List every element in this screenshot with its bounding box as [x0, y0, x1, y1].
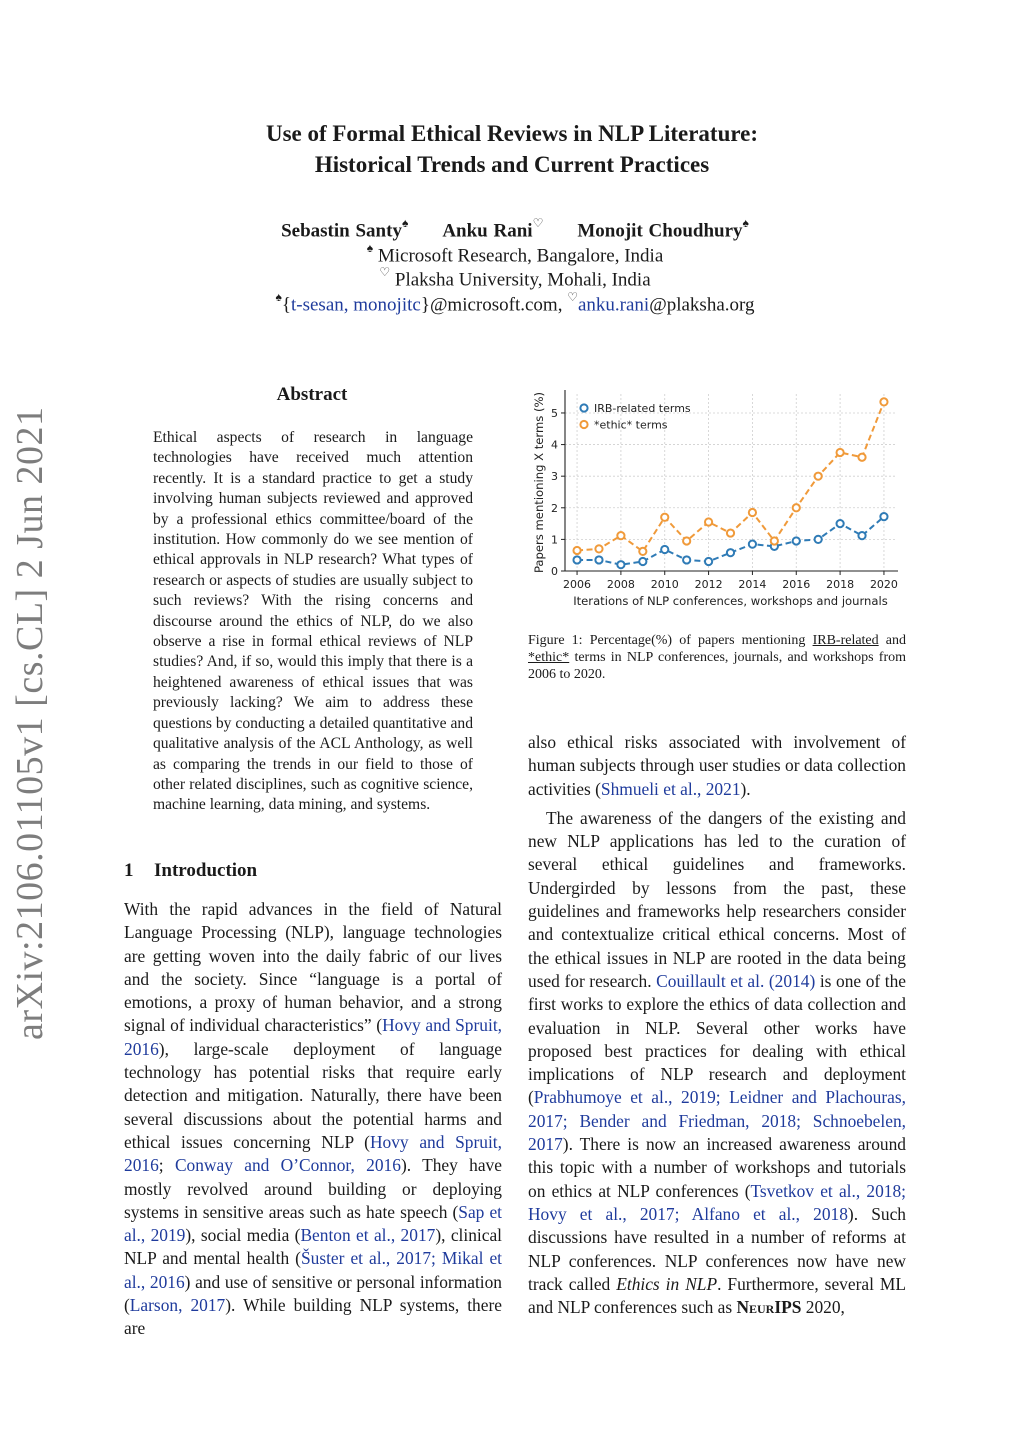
caption-term-irb: IRB-related: [812, 633, 879, 648]
x-tick-label: 2006: [563, 578, 592, 591]
text-span: ).: [740, 778, 751, 799]
data-point: [617, 532, 624, 539]
spade-icon: ♠: [366, 241, 374, 255]
data-point: [793, 504, 800, 511]
data-point: [595, 556, 602, 563]
heart-icon: ♡: [379, 265, 391, 279]
author-2: Anku Rani: [442, 220, 533, 242]
spade-icon: ♠: [742, 216, 749, 230]
text-span: ), large-scale deployment of language technology has potential risks that require early detection and mitigation. Naturally, there have been several discussions about the potential harms and ethical issues concerning NLP (: [124, 1038, 502, 1152]
text-span: ). They have mostly revolved around building or deploying systems in sensitive areas such as hate speech (: [124, 1155, 502, 1222]
intro-paragraph-3: [528, 807, 906, 1320]
author-3: Monojit Choudhury: [577, 220, 743, 242]
data-point: [639, 558, 646, 565]
plaksha-domain: @plaksha.org: [649, 294, 755, 316]
heart-icon: ♡: [532, 216, 544, 230]
spade-icon: ♠: [401, 216, 409, 230]
y-axis-label: Papers mentioning X terms (%): [532, 391, 546, 574]
data-point: [727, 549, 734, 556]
text-span: ). While building NLP systems, there are: [124, 1295, 502, 1339]
citation-link[interactable]: Hovy and Spruit, 2016: [124, 1015, 502, 1059]
legend-label: IRB-related terms: [594, 402, 691, 415]
title-line-2: Historical Trends and Current Practices: [314, 152, 710, 177]
ms-email-link[interactable]: t-sesan, monojitc: [291, 294, 421, 316]
x-tick-label: 2008: [606, 578, 635, 591]
citation-link[interactable]: Prabhumoye et al., 2019; Leidner and Plachouras, 2017; Bender and Friedman, 2018; Schnoebelen, 2017: [528, 1087, 906, 1155]
x-tick-label: 2012: [694, 578, 723, 591]
legend-marker: [580, 404, 587, 411]
caption-text: Percentage(%) of papers mentioning: [582, 633, 813, 648]
figure-1-chart: [528, 384, 908, 616]
intro-paragraph-2: [528, 731, 906, 801]
data-point: [749, 509, 756, 516]
text-span: ) and use of sensitive or personal information (: [124, 1271, 502, 1316]
data-point: [595, 545, 602, 552]
x-tick-label: 2016: [782, 578, 811, 591]
legend-label: *ethic* terms: [594, 418, 668, 432]
y-tick-label: 0: [551, 565, 558, 578]
citation-link[interactable]: Sap et al., 2019: [124, 1201, 502, 1246]
data-point: [683, 556, 690, 563]
x-axis-label: Iterations of NLP conferences, workshops and journals: [573, 594, 888, 608]
emphasis-text: Ethics in NLP: [616, 1273, 718, 1294]
legend-marker: [580, 421, 587, 428]
data-point: [815, 536, 822, 543]
text-span: 2020,: [801, 1297, 845, 1318]
data-point: [793, 537, 800, 544]
data-point: [573, 556, 580, 563]
intro-left-column: [124, 898, 502, 1341]
y-tick-label: 2: [551, 501, 558, 515]
data-point: [573, 547, 580, 554]
text-span: ). There is now an increased awareness around this topic with a number of workshops and tutorials on ethics at NLP conferences (: [528, 1134, 906, 1201]
data-point: [880, 513, 887, 520]
data-point: [661, 546, 668, 553]
x-tick-label: 2010: [650, 578, 679, 591]
chart-legend: [580, 402, 691, 432]
data-point: [661, 514, 668, 521]
data-point: [858, 454, 865, 461]
arxiv-identifier: arXiv:2106.01105v1 [cs.CL] 2 Jun 2021: [9, 406, 51, 1040]
text-span: is one of the first works to explore the ethics of data collection and evaluation in NLP. Several other works have proposed best practices for dealing with ethical implications of NLP research and deployment (: [528, 970, 907, 1108]
citation-link[interactable]: Hovy and Spruit, 2016: [124, 1131, 502, 1176]
data-point: [705, 518, 712, 525]
text-span: With the rapid advances in the field of Natural Language Processing (NLP), language technologies are getting woven into the daily fabric of our lives and the society. Since “language is a portal of emotions, a proxy of human behavior, and a strong signal of individual characteristics” (: [124, 899, 502, 1036]
y-tick-label: 4: [551, 438, 558, 452]
citation-link[interactable]: Šuster et al., 2017; Mikal et al., 2016: [124, 1248, 502, 1292]
caption-text: and: [878, 633, 906, 648]
abstract-body: Ethical aspects of research in language technologies have received much attention recently. It is a standard practice to get a study involving human subjects reviewed and approved by a professional ethics committee/board of the institution. How commonly do we see mention of ethical approvals in NLP research? What types of research or aspects of studies are usually subject to such reviews? With the rising concerns and discourse around the ethics of NLP, do we also observe a rise in formal ethical reviews of NLP studies? And, if so, would this imply that there is a heightened awareness of ethical issues that was previously lacking? We aim to address these questions by conducting a detailed quantitative and qualitative analysis of the ACL Anthology, as well as comparing the trends in our field to those of other related disciplines, such as cognitive science, machine learning, data mining, and systems.: [153, 429, 473, 814]
author-1: Sebastin Santy: [281, 220, 402, 242]
figure-label: Figure 1:: [528, 633, 583, 648]
abstract-heading: Abstract: [276, 384, 348, 405]
y-tick-label: 5: [551, 406, 558, 420]
data-point: [705, 558, 712, 565]
affiliation-1-text: Microsoft Research, Bangalore, India: [377, 245, 664, 267]
data-point: [639, 548, 646, 555]
text-span: ). Such discussions have resulted in a number of reforms at NLP conferences. NLP conferences now have new track called: [528, 1203, 906, 1294]
heart-icon: ♡: [567, 290, 578, 304]
text-span: ), clinical NLP and mental health (: [124, 1225, 503, 1269]
small-caps-text: NeurIPS: [736, 1297, 802, 1318]
citation-link[interactable]: Shmueli et al., 2021: [600, 778, 741, 799]
citation-link[interactable]: Couillault et al. (2014): [656, 970, 816, 991]
figure-1-caption: [528, 632, 906, 684]
data-point: [771, 537, 778, 544]
data-point: [837, 449, 844, 456]
y-tick-label: 3: [551, 470, 558, 484]
citation-link[interactable]: Conway and O’Connor, 2016: [174, 1155, 401, 1176]
citation-link[interactable]: Tsvetkov et al., 2018; Hovy et al., 2017; Alfano et al., 2018: [528, 1180, 906, 1224]
spade-icon: ♠: [275, 290, 282, 304]
y-tick-label: 1: [551, 533, 558, 547]
section-number: 1: [124, 860, 134, 881]
data-point: [837, 520, 844, 527]
plaksha-email-link[interactable]: anku.rani: [577, 294, 650, 316]
data-point: [880, 398, 887, 405]
paper-title: [0, 118, 1024, 180]
author-emails: ♠{t-sesan, monojitc}@microsoft.com, ♡anku.rani@plaksha.org: [275, 290, 755, 316]
caption-text: terms in NLP conferences, journals, and workshops from 2006 to 2020.: [528, 650, 906, 683]
x-tick-label: 2020: [869, 578, 898, 591]
affiliation-2-text: Plaksha University, Mohali, India: [394, 269, 651, 291]
intro-right-column: [528, 731, 906, 1319]
data-point: [815, 473, 822, 480]
text-span: also ethical risks associated with involvement of human subjects through user studies or data collection activities (: [528, 732, 906, 799]
section-heading-introduction: [124, 860, 257, 882]
text-span: . Furthermore, several ML and NLP conferences such as: [528, 1273, 906, 1318]
text-span: The awareness of the dangers of the existing and new NLP applications has led to the curation of several ethical guidelines and frameworks. Undergirded by lessons from the past, these guidelines and frameworks help researchers consider and contextualize critical ethical concerns. Most of the ethical issues in NLP are rooted in the data being used for research.: [528, 807, 906, 991]
ms-domain: @microsoft.com,: [429, 294, 563, 316]
data-point: [858, 532, 865, 539]
data-point: [683, 537, 690, 544]
citation-link[interactable]: Benton et al., 2017: [300, 1225, 436, 1246]
data-point: [617, 561, 624, 568]
title-line-1: Use of Formal Ethical Reviews in NLP Literature:: [265, 121, 759, 146]
text-span: ), social media (: [185, 1225, 301, 1246]
text-span: ;: [158, 1155, 175, 1176]
data-point: [749, 541, 756, 548]
intro-paragraph-1: [124, 898, 502, 1341]
x-tick-label: 2018: [826, 578, 855, 591]
citation-link[interactable]: Larson, 2017: [129, 1295, 226, 1316]
x-tick-label: 2014: [738, 578, 767, 591]
data-point: [727, 529, 734, 536]
caption-term-ethic: *ethic*: [528, 650, 570, 666]
section-title: Introduction: [154, 860, 258, 881]
